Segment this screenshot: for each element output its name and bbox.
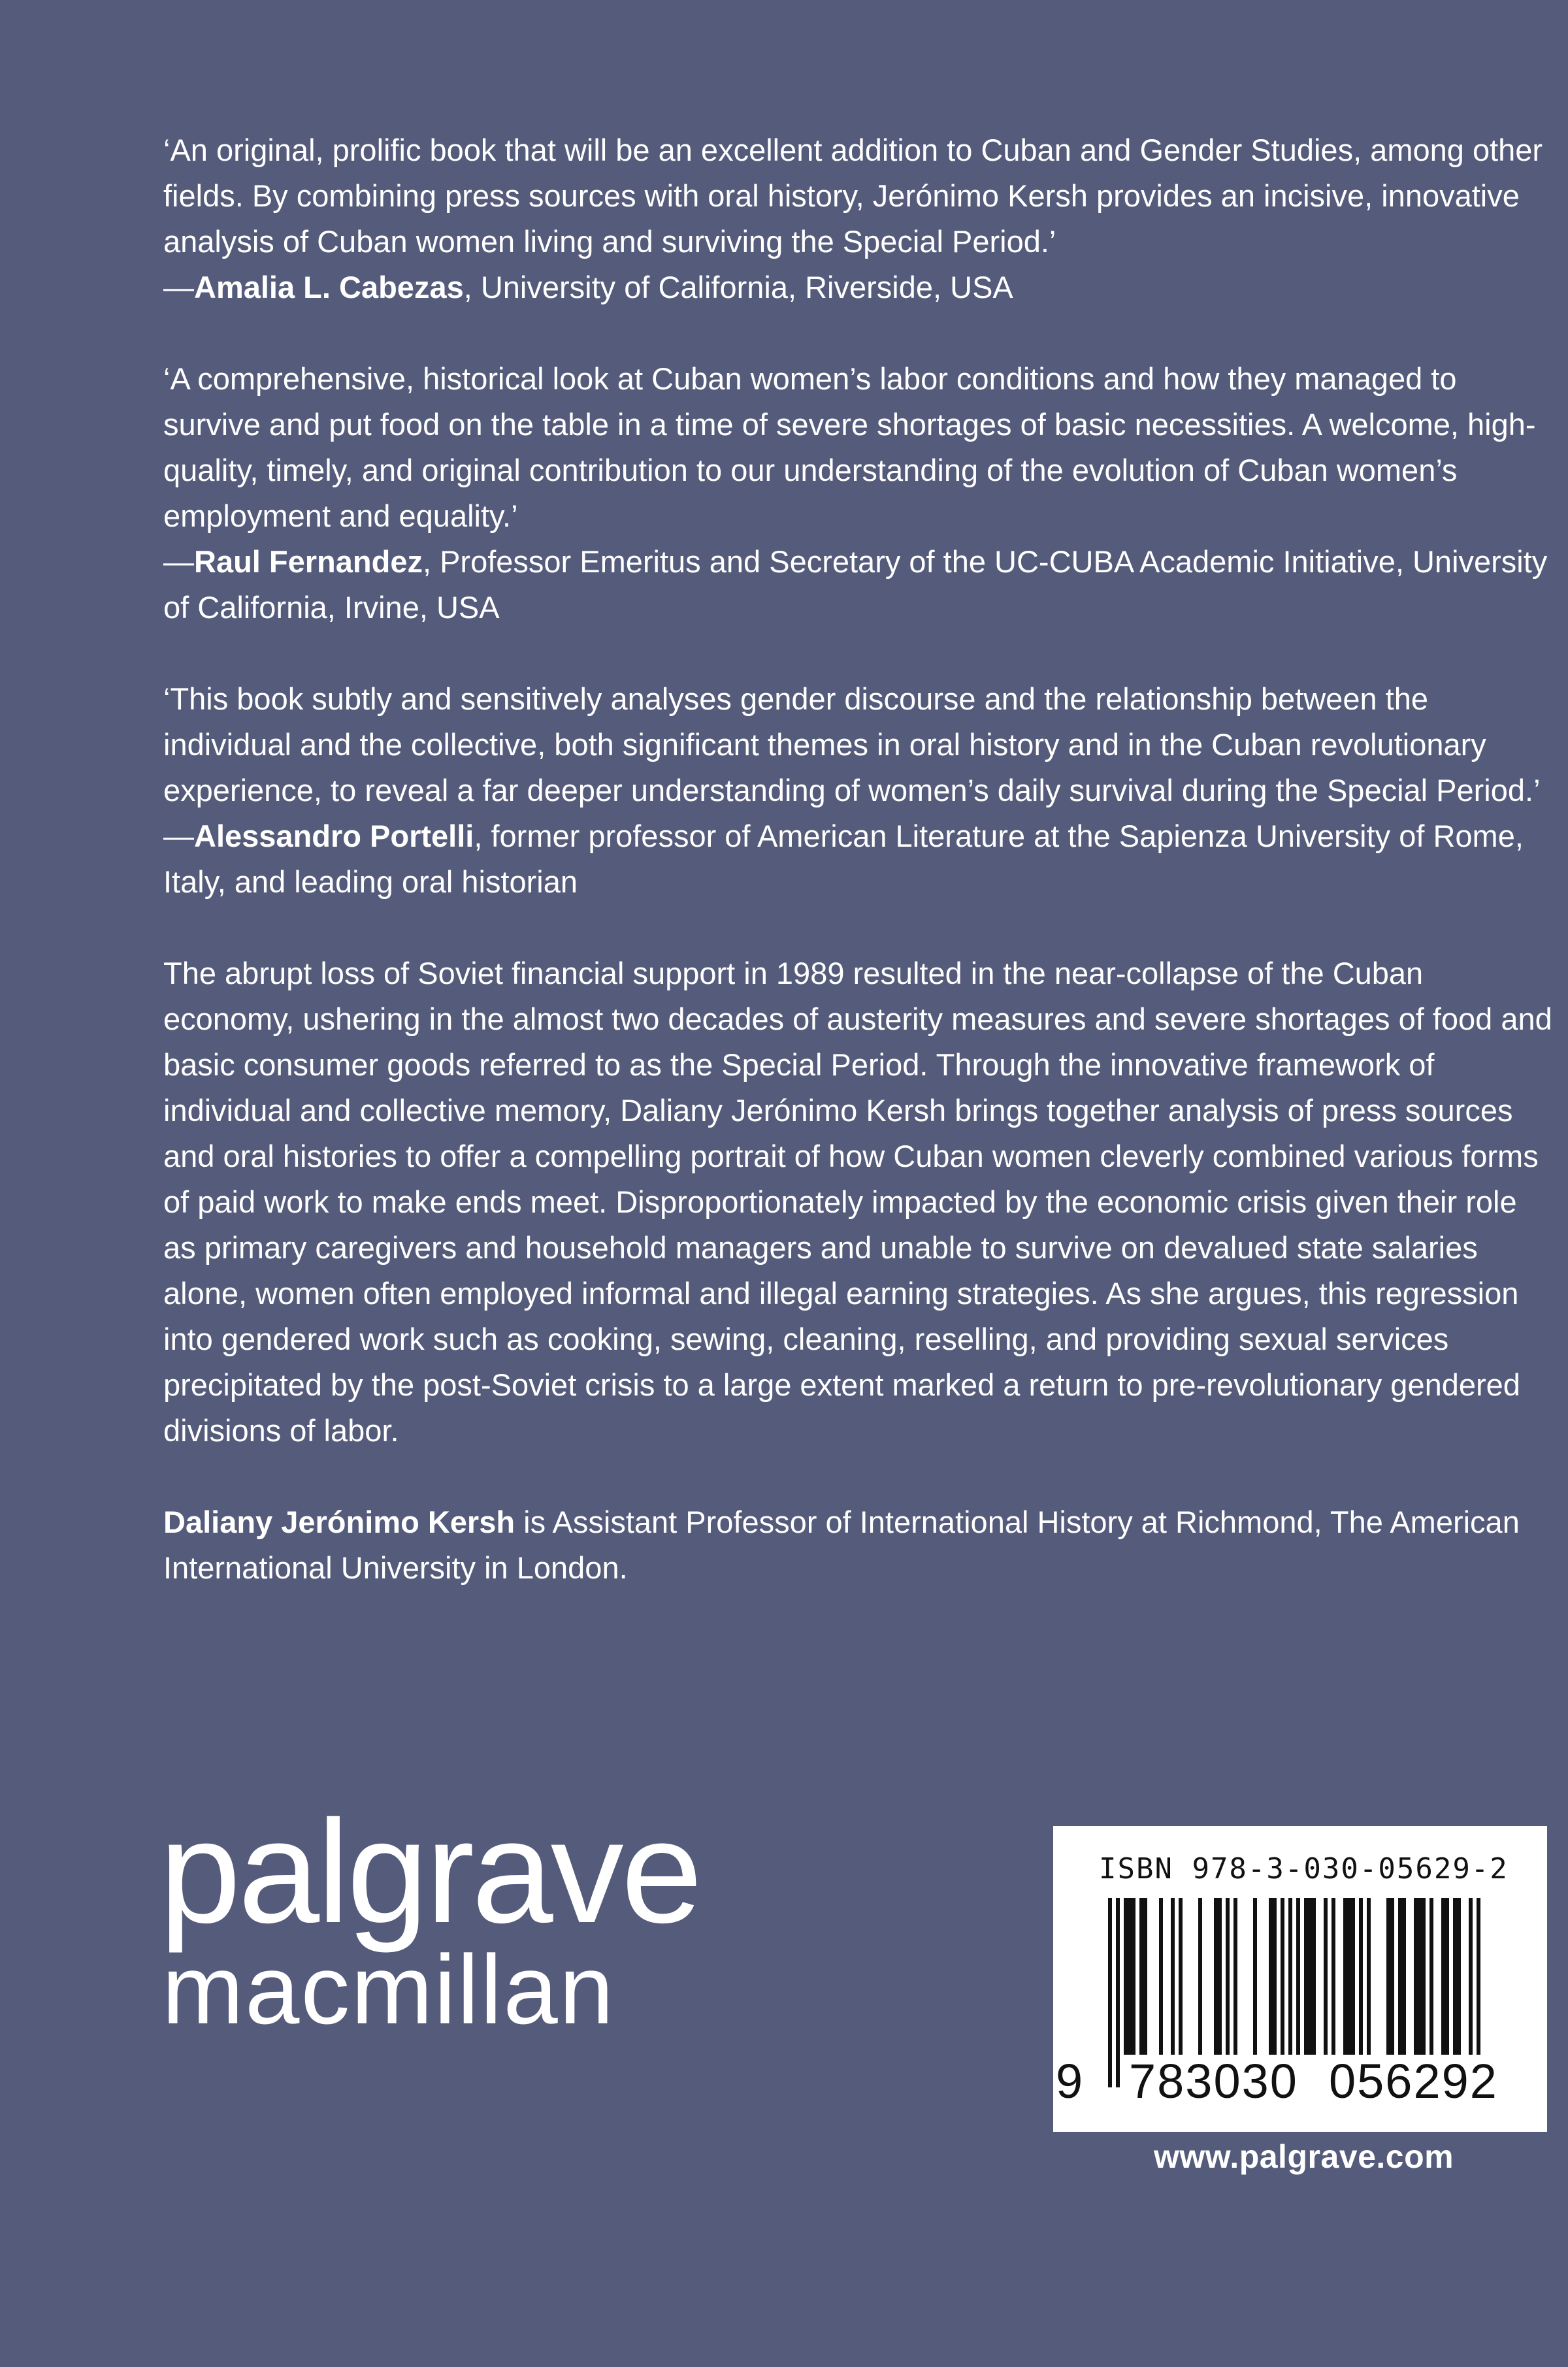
barcode-bar — [1359, 1898, 1363, 2055]
book-description — [163, 951, 1555, 1454]
barcode-bar — [1429, 1898, 1433, 2055]
publisher-website: www.palgrave.com — [1154, 2138, 1454, 2175]
barcode-bar — [1386, 1898, 1390, 2055]
endorsement-1 — [163, 127, 1555, 310]
barcode-bar — [1414, 1898, 1418, 2055]
barcode-bar — [1218, 1898, 1222, 2055]
ean-digits — [1053, 2055, 1547, 2114]
barcode-bar — [1402, 1898, 1406, 2055]
barcode-bar — [1159, 1898, 1163, 2055]
barcode-bar — [1128, 1898, 1132, 2055]
barcode-bar — [1324, 1898, 1328, 2055]
barcode-bar — [1132, 1898, 1135, 2055]
barcode-bar — [1367, 1898, 1371, 2055]
barcode-bar — [1343, 1898, 1347, 2055]
endorser-name: Alessandro Portelli — [194, 819, 474, 853]
endorser-affiliation: , former professor of American Literature at the Sapienza University of Rome, Italy, and leading oral historian — [163, 819, 1524, 899]
barcode-bar — [1398, 1898, 1402, 2055]
barcode-bar — [1453, 1898, 1457, 2055]
endorser-name: Raul Fernandez — [194, 544, 423, 579]
barcode-bar — [1198, 1898, 1202, 2055]
endorser-affiliation: , Professor Emeritus and Secretary of the UC-CUBA Academic Initiative, University of California, Irvine, USA — [163, 544, 1548, 625]
isbn-label: ISBN 978-3-030-05629-2 — [1099, 1852, 1509, 1885]
barcode-bar — [1308, 1898, 1312, 2055]
barcode-bar — [1422, 1898, 1426, 2055]
barcode-bar — [1214, 1898, 1218, 2055]
endorsement-attribution — [163, 813, 1555, 905]
barcode-bar — [1143, 1898, 1147, 2055]
isbn-barcode — [1053, 1826, 1547, 2132]
ean-right-digits: 056292 — [1326, 2055, 1501, 2108]
endorsement-quote: ‘This book subtly and sensitively analyses gender discourse and the relationship between the individual and the collective, both significant themes in oral history and in the Cuban revolutionary experience, to reveal a far deeper understanding of women’s daily survival during the Special Period.’ — [163, 681, 1541, 808]
barcode-bar — [1233, 1898, 1237, 2055]
attribution-dash: — — [163, 819, 194, 853]
barcode-bar — [1304, 1898, 1308, 2055]
author-bio-text — [163, 1499, 1555, 1591]
ean-first-digit: 9 — [1053, 2055, 1085, 2108]
endorsement-3 — [163, 676, 1555, 905]
endorsement-attribution — [163, 539, 1555, 630]
barcode-bar — [1347, 1898, 1351, 2055]
barcode-bar — [1139, 1898, 1143, 2055]
barcode-bar — [1418, 1898, 1422, 2055]
barcode-bar — [1390, 1898, 1394, 2055]
barcode-bar — [1179, 1898, 1183, 2055]
barcode-bar — [1441, 1898, 1445, 2055]
endorsement-attribution — [163, 265, 1555, 310]
barcode-bar — [1331, 1898, 1335, 2055]
barcode-bar — [1253, 1898, 1257, 2055]
barcode-bar — [1351, 1898, 1355, 2055]
endorsement-2 — [163, 356, 1555, 630]
barcode-bar — [1226, 1898, 1230, 2055]
cover-text — [163, 127, 1555, 1637]
description-text: The abrupt loss of Soviet financial support in 1989 resulted in the near-collapse of the Cuban economy, ushering in the almost two decades of austerity measures and severe shortages of food and basic consumer goods referred to as the Special Period. Through the innovative framework of individual and collective memory, Daliany Jerónimo Kersh brings together analysis of press sources and oral histories to offer a compelling portrait of how Cuban women cleverly combined various forms of paid work to make ends meet. Disproportionately impacted by the economic crisis given their role as primary caregivers and household managers and unable to survive on devalued state salaries alone, women often employed informal and illegal earning strategies. As she argues, this regression into gendered work such as cooking, sewing, cleaning, reselling, and providing sexual services precipitated by the post-Soviet crisis to a large extent marked a return to pre-revolutionary gendered divisions of labor. — [163, 956, 1552, 1448]
publisher-logo-line2: macmillan — [162, 1934, 615, 2044]
endorsement-quote: ‘An original, prolific book that will be an excellent addition to Cuban and Gender Studies, among other fields. By combining press sources with oral history, Jerónimo Kersh provides an incisive, innovative analysis of Cuban women living and surviving the Special Period.’ — [163, 133, 1543, 259]
publisher-logo-line1: palgrave — [159, 1790, 700, 1953]
publisher-logo — [159, 1790, 747, 2044]
barcode-bar — [1171, 1898, 1175, 2055]
barcode-bar — [1281, 1898, 1284, 2055]
barcode-bar — [1273, 1898, 1277, 2055]
attribution-dash: — — [163, 270, 194, 304]
ean-left-digits: 783030 — [1126, 2055, 1301, 2108]
barcode-bar — [1312, 1898, 1316, 2055]
attribution-dash: — — [163, 544, 194, 579]
barcode-bar — [1124, 1898, 1128, 2055]
endorser-affiliation: , University of California, Riverside, USA — [463, 270, 1013, 304]
barcode-bar — [1269, 1898, 1273, 2055]
author-bio-body: is Assistant Professor of International History at Richmond, The American International University in London. — [163, 1505, 1520, 1585]
endorsement-quote: ‘A comprehensive, historical look at Cuban women’s labor conditions and how they managed to survive and put food on the table in a time of severe shortages of basic necessities. A welcome, high-quality, timely, and original contribution to our understanding of the evolution of Cuban women’s employment and equality.’ — [163, 361, 1536, 533]
author-name: Daliany Jerónimo Kersh — [163, 1505, 515, 1539]
endorser-name: Amalia L. Cabezas — [194, 270, 464, 304]
author-bio — [163, 1499, 1555, 1591]
barcode-bar — [1445, 1898, 1449, 2055]
barcode-bar — [1457, 1898, 1461, 2055]
